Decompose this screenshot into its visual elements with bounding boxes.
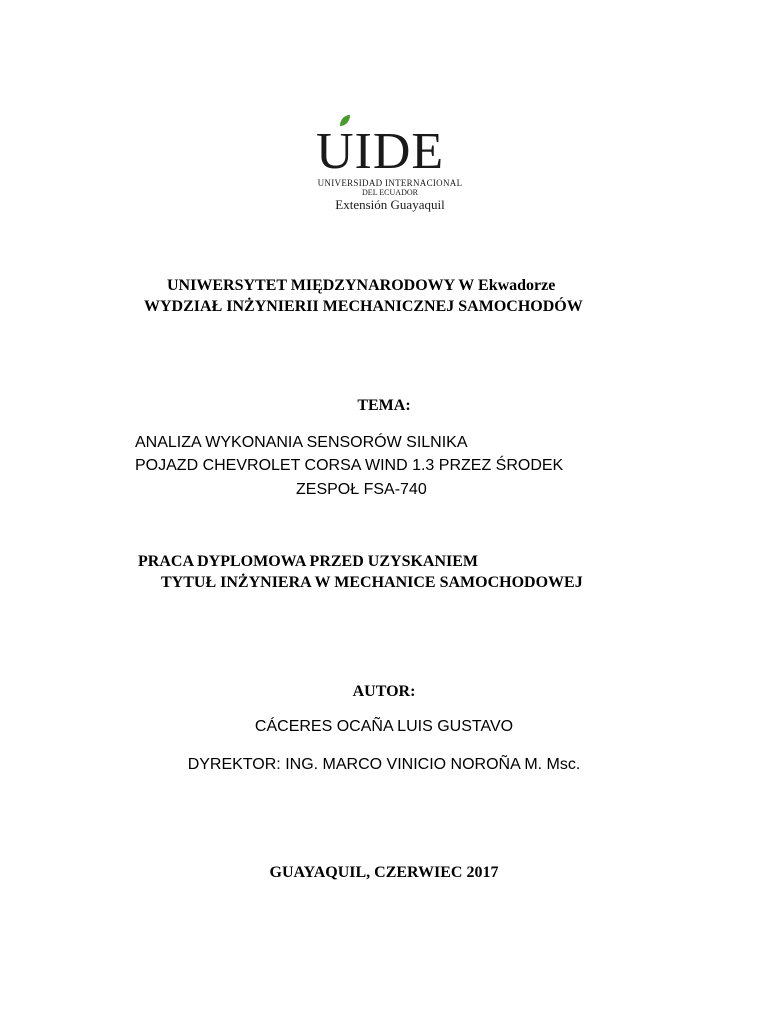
author-label: AUTOR: (352, 683, 416, 700)
topic-line-2: POJAZD CHEVROLET CORSA WIND 1.3 PRZEZ ŚRODEK (135, 457, 564, 474)
logo-campus: Extensión Guayaquil (335, 197, 445, 212)
thesis-line-1: PRACA DYPLOMOWA PRZED UZYSKANIEM (138, 553, 479, 570)
logo-wordmark: UIDE (316, 123, 445, 180)
topic-line-3: ZESPOŁ FSA-740 (296, 481, 427, 498)
institution-faculty: WYDZIAŁ INŻYNIERII MECHANICZNEJ SAMOCHODÓW (144, 298, 583, 315)
author-name: CÁCERES OCAÑA LUIS GUSTAVO (254, 718, 514, 735)
logo-university-name: UNIVERSIDAD INTERNACIONAL (317, 178, 463, 188)
director-name: DYREKTOR: ING. MARCO VINICIO NOROÑA M. Msc. (187, 756, 581, 773)
institution-line-1: UNIWERSYTET MIĘDZYNARODOWY W Ekwadorze (167, 277, 556, 294)
thesis-line-2: TYTUŁ INŻYNIERA W MECHANICE SAMOCHODOWEJ (161, 574, 583, 591)
place-date: GUAYAQUIL, CZERWIEC 2017 (269, 864, 499, 881)
topic-line-1: ANALIZA WYKONANIA SENSORÓW SILNIKA (135, 434, 468, 451)
topic-label: TEMA: (357, 397, 411, 414)
uide-logo (300, 110, 480, 220)
logo-country: DEL ECUADOR (362, 188, 418, 197)
